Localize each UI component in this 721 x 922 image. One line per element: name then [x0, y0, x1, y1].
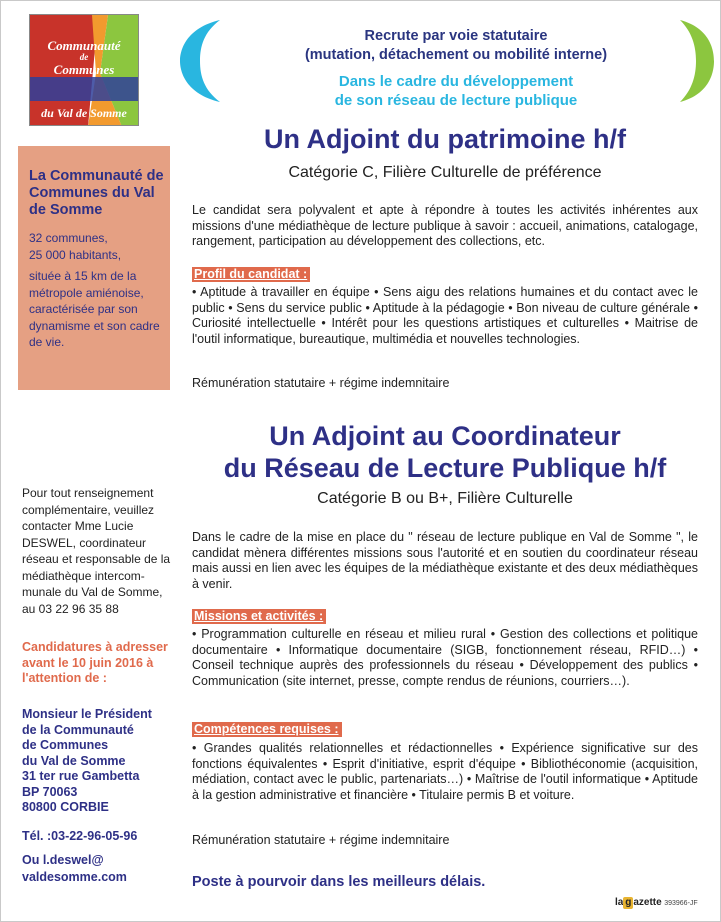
email-line-2: valdesomme.com	[22, 869, 127, 884]
address-line-4: du Val de Somme	[22, 753, 126, 768]
cadre-line-1: Dans le cadre du développement	[338, 73, 574, 90]
community-info-box	[18, 146, 170, 390]
community-stats-line-2: 25 000 habitants,	[29, 247, 122, 262]
gazette-logo-g: g	[625, 897, 632, 908]
job1-profile-heading: Profil du candidat :	[192, 267, 310, 282]
cadre-heading	[244, 72, 668, 110]
job1-title: Un Adjoint du patrimoine h/f	[264, 124, 626, 154]
phone-number: Tél. :03-22-96-05-96	[22, 829, 138, 843]
position-notice: Poste à pourvoir dans les meilleurs délais.	[192, 874, 486, 890]
address-line-7: 80800 CORBIE	[22, 800, 109, 814]
right-bracket-icon	[680, 20, 714, 102]
contact-info: Pour tout renseignement complémentaire, veuillez contacter Mme Lucie DESWEL, coordinateur réseau et responsable de la médiathèque intercom-munale du Val de Somme, au 03 22 96 35 88	[22, 486, 171, 616]
job2-skills-heading: Compétences requises :	[192, 722, 342, 737]
application-address	[22, 707, 178, 816]
gazette-reference: 393966-JF	[664, 900, 698, 907]
cadre-line-2: de son réseau de lecture publique	[334, 92, 578, 109]
community-stats	[29, 230, 169, 263]
recruit-heading	[244, 27, 668, 65]
job1-salary: Rémunération statutaire + régime indemnitaire	[192, 376, 450, 390]
job2-subtitle: Catégorie B ou B+, Filière Culturelle	[317, 490, 573, 507]
gazette-credit	[615, 897, 698, 909]
address-line-5: 31 ter rue Gambetta	[22, 769, 140, 783]
job2-missions-heading: Missions et activités :	[192, 609, 326, 624]
address-line-6: BP 70063	[22, 784, 78, 799]
address-line-3: de Communes	[22, 738, 109, 752]
job2-intro: Dans le cadre de la mise en place du " réseau de lecture publique en Val de Somme ", le candidat mènera différentes missions sous l'autorité et en soutien du coordinateur réseau mais aussi en lien avec les équipes de la médiathèque existante et des deux médiathèques à venir.	[192, 530, 698, 591]
application-deadline: Candidatures à adresser avant le 10 juin 2016 à l'attention de :	[22, 640, 168, 685]
email-address[interactable]	[22, 852, 178, 885]
logo-text-3: Communes	[53, 62, 115, 77]
job2-title-line-1: Un Adjoint au Coordinateur	[269, 421, 621, 451]
address-line-2: de la Communauté	[22, 722, 134, 737]
job1-subtitle: Catégorie C, Filière Culturelle de préférence	[288, 164, 602, 181]
job2-title	[190, 420, 700, 484]
community-title: La Communauté de Communes du Val de Somme	[29, 168, 164, 218]
job1-intro: Le candidat sera polyvalent et apte à répondre à toutes les activités inhérentes aux missions d'une médiathèque de lecture publique à savoir : accueil, animations, catalogage, rangement, participation au développement des collections, etc.	[192, 203, 698, 249]
recruit-line-1: Recrute par voie statutaire	[364, 28, 548, 44]
community-stats-line-1: 32 communes,	[29, 231, 108, 245]
address-line-1: Monsieur le Président	[22, 707, 152, 721]
job1-profile-text: • Aptitude à travailler en équipe • Sens aigu des relations humaines et du contact avec le public • Sens du service public • Aptitude à la pédagogie • Bon niveau de culture générale • Curiosité intellectuelle • Intérêt pour les questions artistiques et culturelles • Maitrise de l'outil informatique, bureautique, multimédia et nouvelles technologies.	[192, 285, 698, 346]
email-line-1: Ou l.deswel@	[22, 853, 104, 867]
logo-blue-band	[30, 77, 139, 101]
logo-text-2: de	[79, 52, 89, 62]
logo	[29, 14, 139, 126]
job2-salary: Rémunération statutaire + régime indemnitaire	[192, 833, 450, 847]
gazette-logo-rest: azette	[633, 897, 662, 908]
job2-title-line-2: du Réseau de Lecture Publique h/f	[223, 453, 667, 483]
job2-missions-text: • Programmation culturelle en réseau et milieu rural • Gestion des collections et politique documentaire • Informatique documentaire (SIGB, fonctionnement réseau, RFID…) • Conseil technique auprès des professionnels du réseau • Développement des publics • Communication (site internet, presse, compte rendus de réunions, courriers…).	[192, 627, 698, 688]
recruit-line-2: (mutation, détachement ou mobilité interne)	[304, 47, 608, 63]
logo-text-1: Communauté	[47, 38, 121, 53]
job2-skills-text: • Grandes qualités relationnelles et rédactionnelles • Expérience significative sur des fonctions équivalentes • Esprit d'initiative, esprit d'équipe • Bibliothéconomie (acquisition, médiation, contact avec le public, partenariats…) • Maîtrise de l'outil informatique • Aptitude à la gestion administrative et financière • Titulaire permis B et voiture.	[192, 741, 698, 802]
community-description: située à 15 km de la métropole amiénoise, caractérisée par son dynamisme et son cadre de vie.	[29, 269, 160, 349]
gazette-logo-la: la	[615, 897, 624, 908]
logo-text-4: du Val de Somme	[41, 106, 127, 120]
left-bracket-icon	[180, 20, 224, 102]
